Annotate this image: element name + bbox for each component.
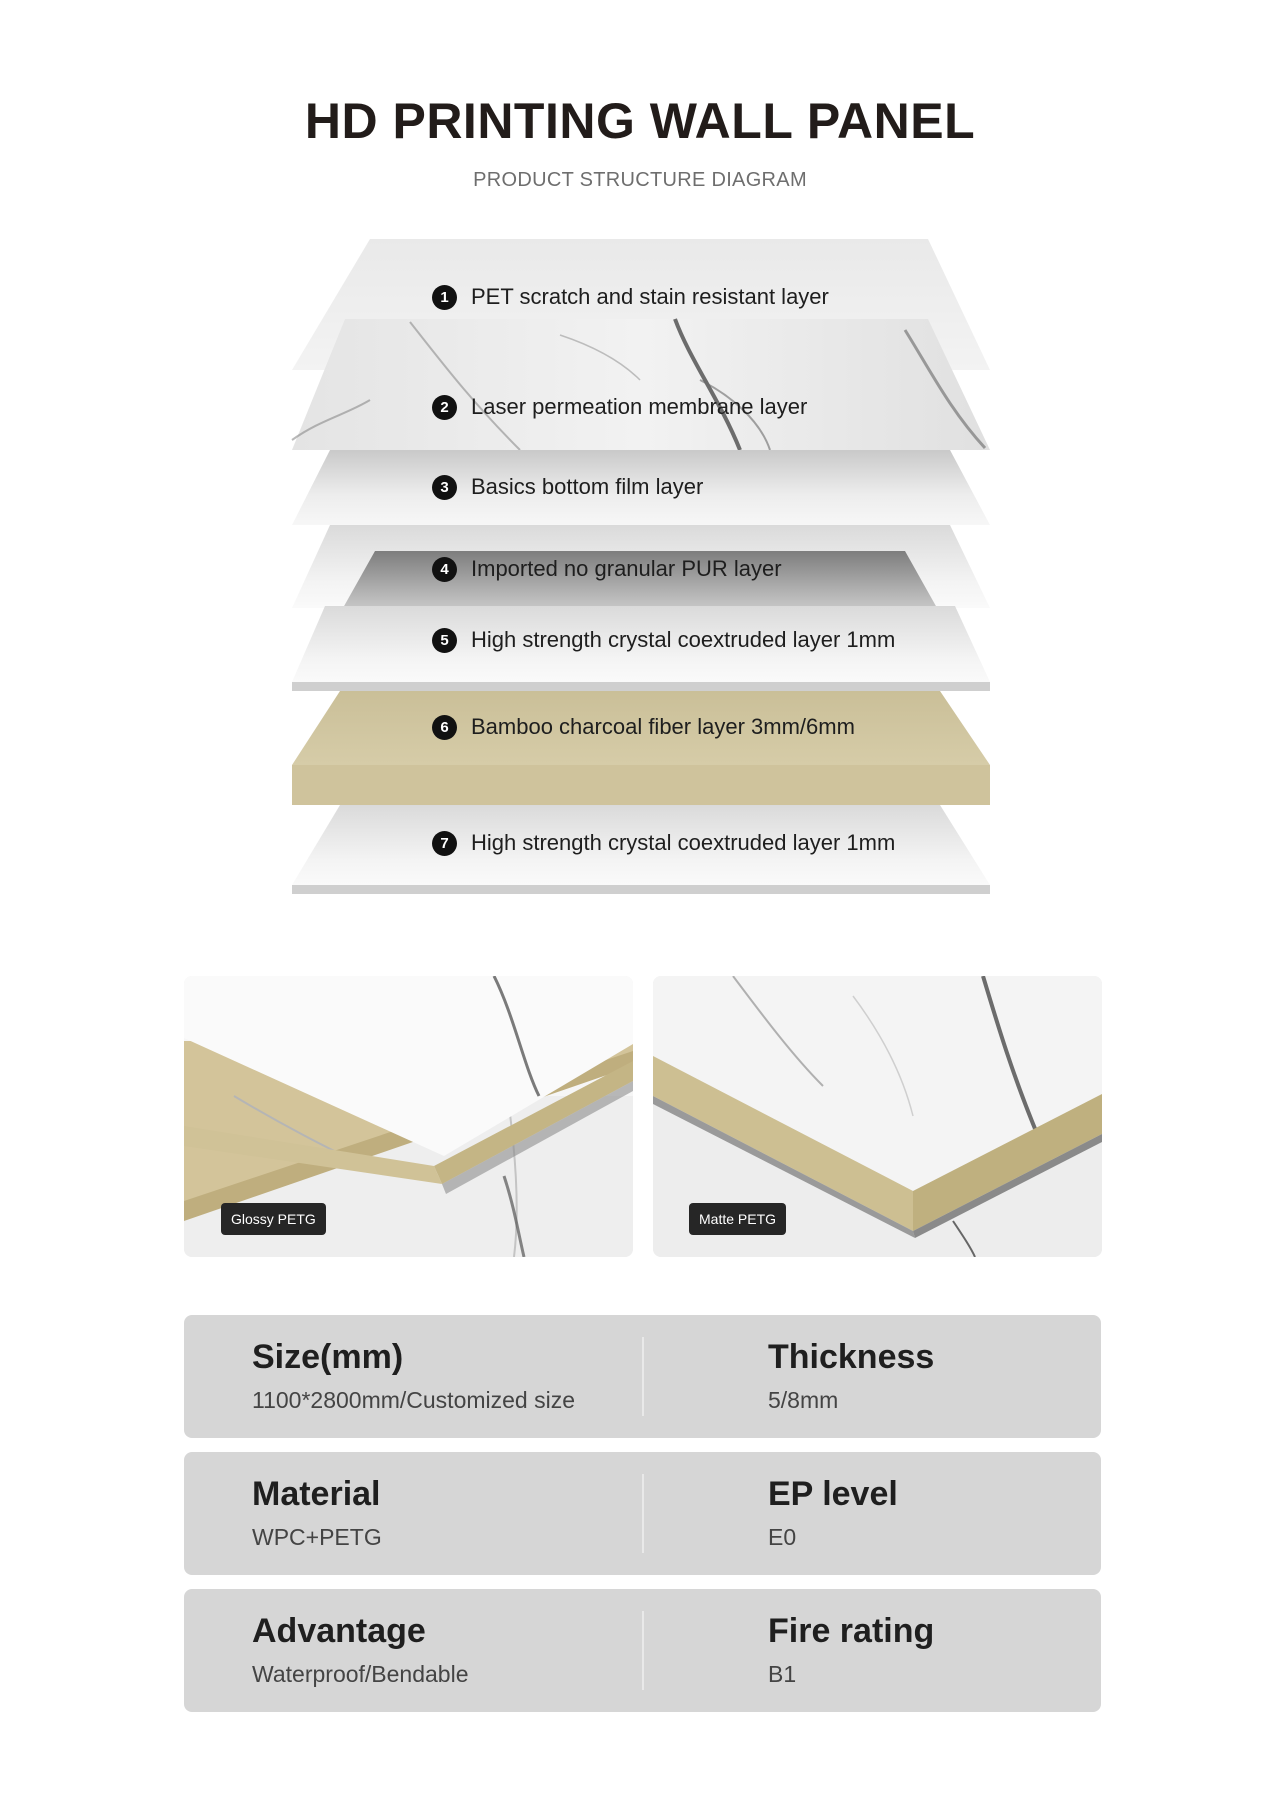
spec-label: Fire rating [768,1612,935,1650]
layer-7-label [432,828,895,858]
layer-number-badge: 1 [432,285,457,310]
layer-name: High strength crystal coextruded layer 1mm [471,830,896,855]
layer-name: Imported no granular PUR layer [471,556,782,581]
layer-2-label [432,392,807,422]
layer-name: High strength crystal coextruded layer 1mm [471,627,896,652]
layer-number-badge: 4 [432,557,457,582]
spec-card-size-thickness [184,1315,1101,1438]
layer-number-badge: 6 [432,715,457,740]
layer-number-badge: 7 [432,831,457,856]
layer-name: Basics bottom film layer [471,474,704,499]
layer-4-label [432,554,782,584]
page-subtitle: PRODUCT STRUCTURE DIAGRAM [473,169,807,191]
spec-ep-level [768,1472,898,1554]
spec-value: WPC+PETG [252,1524,382,1550]
matte-petg-tag: Matte PETG [689,1203,786,1235]
layer-1-label [432,282,829,312]
layer-structure-diagram [0,0,1280,900]
glossy-petg-sample-image [184,976,633,1257]
spec-value: B1 [768,1661,797,1687]
spec-advantage [252,1609,469,1691]
layer-name: Laser permeation membrane layer [471,394,808,419]
spec-fire-rating [768,1609,934,1691]
spec-card-material-ep [184,1452,1101,1575]
spec-divider [642,1337,644,1416]
page-title: HD PRINTING WALL PANEL [304,93,976,149]
layer-3-label [432,472,703,502]
spec-material [252,1472,382,1554]
layer-number-badge: 5 [432,628,457,653]
layer-number-badge: 3 [432,475,457,500]
spec-label: Thickness [768,1338,935,1376]
layer-5-label [432,625,895,655]
spec-divider [642,1611,644,1690]
layer-number-badge: 2 [432,395,457,420]
spec-thickness [768,1335,934,1417]
spec-label: Advantage [252,1612,426,1650]
layer-name: Bamboo charcoal fiber layer 3mm/6mm [471,714,855,739]
spec-label: EP level [768,1475,898,1513]
spec-value: Waterproof/Bendable [252,1661,469,1687]
glossy-petg-tag: Glossy PETG [221,1203,326,1235]
spec-label: Size(mm) [252,1338,404,1376]
spec-card-advantage-fire [184,1589,1101,1712]
spec-value: E0 [768,1524,797,1550]
spec-value: 1100*2800mm/Customized size [252,1387,576,1413]
spec-value: 5/8mm [768,1387,839,1413]
layer-name: PET scratch and stain resistant layer [471,284,829,309]
spec-divider [642,1474,644,1553]
layer-stack-graphic [0,0,1280,900]
matte-petg-sample-image [653,976,1102,1257]
spec-size [252,1335,575,1417]
layer-6-label [432,712,855,742]
spec-label: Material [252,1475,381,1513]
